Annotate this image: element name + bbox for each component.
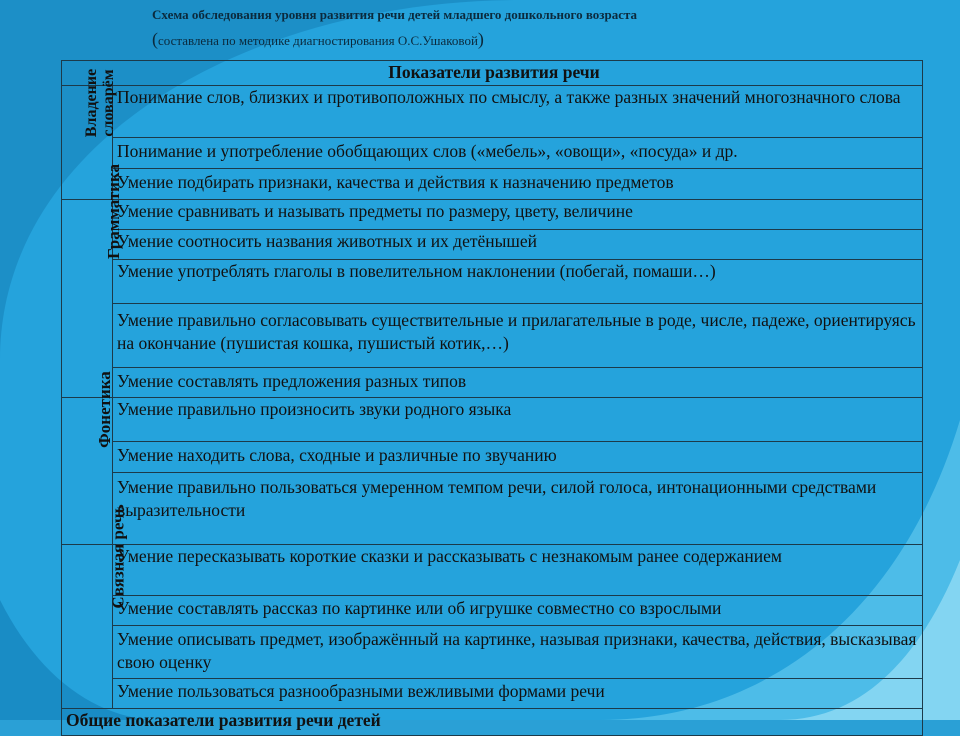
table-cell: Умение сравнивать и называть предметы по размеру, цвету, величине	[113, 200, 923, 230]
table-header-row	[62, 61, 923, 86]
subtitle-text: составлена по методике диагностирования О.С.Ушаковой	[158, 33, 478, 48]
table-cell: Умение пересказывать короткие сказки и рассказывать с незнакомым ранее содержанием	[113, 545, 923, 596]
table-row	[62, 138, 923, 169]
table-cell: Понимание и употребление обобщающих слов («мебель», «овощи», «посуда» и др.	[113, 138, 923, 169]
table-cell: Понимание слов, близких и противоположных по смыслу, а также разных значений многозначного слова	[113, 86, 923, 138]
category-grammar	[62, 164, 123, 398]
table-cell: Умение составлять рассказ по картинке или об игрушке совместно со взрослыми	[113, 596, 923, 626]
category-phonetics	[62, 371, 114, 545]
table-row	[62, 169, 923, 200]
table-row	[62, 545, 923, 596]
slide-title: Схема обследования уровня развития речи детей младшего дошкольного возраста	[152, 7, 638, 22]
table-cell: Умение правильно пользоваться умеренном темпом речи, силой голоса, интонационными средствами выразительности	[113, 473, 923, 545]
table-row	[62, 626, 923, 679]
table-row	[62, 398, 923, 442]
table-row	[62, 200, 923, 230]
category-label-line: словарём	[100, 69, 118, 137]
table-cell: Умение правильно произносить звуки родного языка	[113, 398, 923, 442]
table-row	[62, 368, 923, 398]
table-cell: Умение подбирать признаки, качества и действия к назначению предметов	[113, 169, 923, 200]
table-footer-row	[62, 709, 923, 736]
table-cell: Умение находить слова, сходные и различные по звучанию	[113, 442, 923, 473]
speech-indicators-table	[61, 60, 923, 736]
category-label-vocabulary	[83, 69, 117, 137]
table-cell: Умение употреблять глаголы в повелительном наклонении (побегай, помаши…)	[113, 260, 923, 304]
category-label-connected-speech: Связная речь	[108, 504, 128, 609]
table-row	[62, 473, 923, 545]
category-label-line: Владение	[83, 68, 101, 138]
table-cell: Умение составлять предложения разных типов	[113, 368, 923, 398]
table-row	[62, 230, 923, 260]
table-footer: Общие показатели развития речи детей	[62, 709, 923, 736]
table-cell: Умение пользоваться разнообразными вежливыми формами речи	[113, 679, 923, 709]
subtitle-open-paren: (	[152, 29, 158, 49]
table-row	[62, 596, 923, 626]
table-row	[62, 260, 923, 304]
table-row	[62, 679, 923, 709]
table-cell: Умение правильно согласовывать существительные и прилагательные в роде, числе, падеже, ориентируясь на окончание (пушистая кошка, пушистый котик,…)	[113, 304, 923, 368]
table-cell: Умение описывать предмет, изображённый на картинке, называя признаки, качества, действия, высказывая свою оценку	[113, 626, 923, 679]
table-header: Показатели развития речи	[62, 61, 923, 86]
table-row	[62, 304, 923, 368]
table-row	[62, 442, 923, 473]
category-label-grammar: Грамматика	[104, 164, 123, 259]
table-row	[62, 86, 923, 138]
category-connected-speech	[62, 504, 128, 709]
table-cell: Умение соотносить названия животных и их детёнышей	[113, 230, 923, 260]
category-label-phonetics: Фонетика	[94, 371, 114, 448]
subtitle-close-paren: )	[477, 29, 484, 49]
slide-subtitle	[152, 29, 484, 50]
